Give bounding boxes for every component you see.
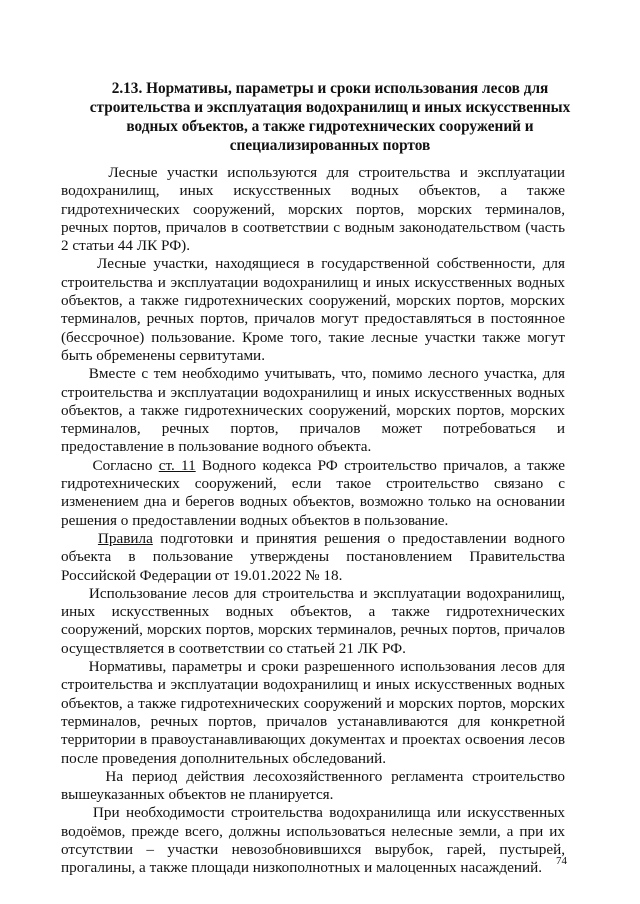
text-line: Лесные участки, находящиеся в государственной собственности, для bbox=[61, 255, 565, 273]
text-line: Вместе с тем необходимо учитывать, что, помимо лесного участка, для bbox=[61, 365, 565, 383]
text-line: объектов, а также гидротехнических сооружений, морских портов, морских bbox=[61, 292, 565, 310]
section-heading bbox=[60, 79, 600, 155]
text-line: гидротехнических сооружений, если такое строительство связано с bbox=[61, 475, 565, 493]
text-line: строительства и эксплуатации водохранилищ и иных искусственных водных bbox=[61, 676, 565, 694]
text-line: Использование лесов для строительства и эксплуатации водохранилищ, bbox=[61, 584, 565, 602]
text-line: прогалины, а также площади низкополнотных и малоценных насаждений. bbox=[61, 859, 543, 877]
text-line: Согласно ст. 11 Водного кодекса РФ строительство причалов, а также bbox=[61, 456, 565, 474]
heading-line: водных объектов, а также гидротехнических сооружений и bbox=[126, 118, 534, 135]
text-line: Нормативы, параметры и сроки разрешенного использования лесов для bbox=[61, 658, 565, 676]
page-number: 74 bbox=[556, 855, 567, 867]
text-line: вышеуказанных объектов не планируется. bbox=[61, 786, 334, 804]
paragraph bbox=[61, 457, 565, 530]
link-reference[interactable]: Правила bbox=[97, 529, 153, 547]
text-line: иных искусственных водных объектов, а также гидротехнических bbox=[61, 603, 565, 621]
text-line: водоёмов, прежде всего, должны использоваться нелесные земли, а при их bbox=[61, 822, 565, 840]
heading-line: строительства и эксплуатация водохранилищ и иных искусственных bbox=[89, 99, 571, 116]
text-line: изменением дна и берегов водных объектов, возможно только на основании bbox=[61, 493, 565, 511]
text-line: На период действия лесохозяйственного регламента строительство bbox=[61, 767, 565, 785]
text-line: терминалов, речных портов, причалов могут предоставляться в постоянное bbox=[61, 310, 565, 328]
link-reference[interactable]: ст. 11 bbox=[158, 456, 196, 474]
body-text bbox=[61, 164, 565, 878]
text-line: предоставление в пользование водного объекта. bbox=[61, 438, 372, 456]
paragraph bbox=[61, 365, 565, 456]
text-line: строительства и эксплуатации водохранилищ и иных искусственных водных bbox=[61, 273, 565, 291]
text-line: быть обременены сервитутами. bbox=[61, 346, 265, 364]
paragraph bbox=[61, 768, 565, 805]
paragraph bbox=[61, 585, 565, 658]
text-line: гидротехнических сооружений, морских портов, морских терминалов, bbox=[61, 200, 565, 218]
paragraph bbox=[61, 658, 565, 768]
text-line: Лесные участки используются для строительства и эксплуатации bbox=[61, 164, 565, 181]
text-line: терминалов, речных портов, причалов устанавливаются для конкретной bbox=[61, 712, 565, 730]
text-line: объекта в пользование утверждены постановлением Правительства bbox=[61, 548, 565, 566]
text-line: 2 статьи 44 ЛК РФ). bbox=[61, 237, 191, 255]
text-line: осуществляется в соответствии со статьей 21 ЛК РФ. bbox=[61, 639, 406, 657]
text-line: отсутствии – участки невозобновившихся вырубок, гарей, пустырей, bbox=[61, 840, 565, 858]
text-line: территории в правоустанавливающих документах и проектах освоения лесов bbox=[61, 731, 565, 749]
text-line: Правила подготовки и принятия решения о предоставлении водного bbox=[97, 529, 565, 547]
text-line: объектов, а также гидротехнических сооружений и морских портов, морских bbox=[61, 694, 565, 712]
text-line: строительства и эксплуатации водохранилищ и иных искусственных водных bbox=[61, 383, 565, 401]
heading-line: специализированных портов bbox=[229, 137, 431, 154]
paragraph bbox=[61, 255, 565, 365]
paragraph bbox=[61, 804, 565, 877]
text-line: (бессрочное) пользование. Кроме того, такие лесные участки также могут bbox=[61, 328, 565, 346]
heading-line: 2.13. Нормативы, параметры и сроки использования лесов для bbox=[111, 80, 549, 97]
text-line: после проведения дополнительных обследований. bbox=[61, 749, 387, 767]
text-line: При необходимости строительства водохранилища или искусственных bbox=[61, 804, 565, 822]
text-line: водохранилищ, иных искусственных водных объектов, а также bbox=[61, 182, 565, 200]
text-line: терминалов, речных портов, причалов может потребоваться и bbox=[61, 420, 565, 438]
text-line: сооружений, морских портов, морских терминалов, речных портов, причалов bbox=[61, 621, 565, 639]
paragraph bbox=[61, 530, 565, 585]
text-line: объектов, а также гидротехнических сооружений, морских портов, морских bbox=[61, 401, 565, 419]
text-line: речных портов, причалов в соответствии с водным законодательством (часть bbox=[61, 218, 565, 236]
text-line: решения о предоставлении водных объектов в пользование. bbox=[61, 511, 449, 529]
paragraph bbox=[61, 164, 565, 255]
text-line: Российской Федерации от 19.01.2022 № 18. bbox=[61, 566, 343, 584]
